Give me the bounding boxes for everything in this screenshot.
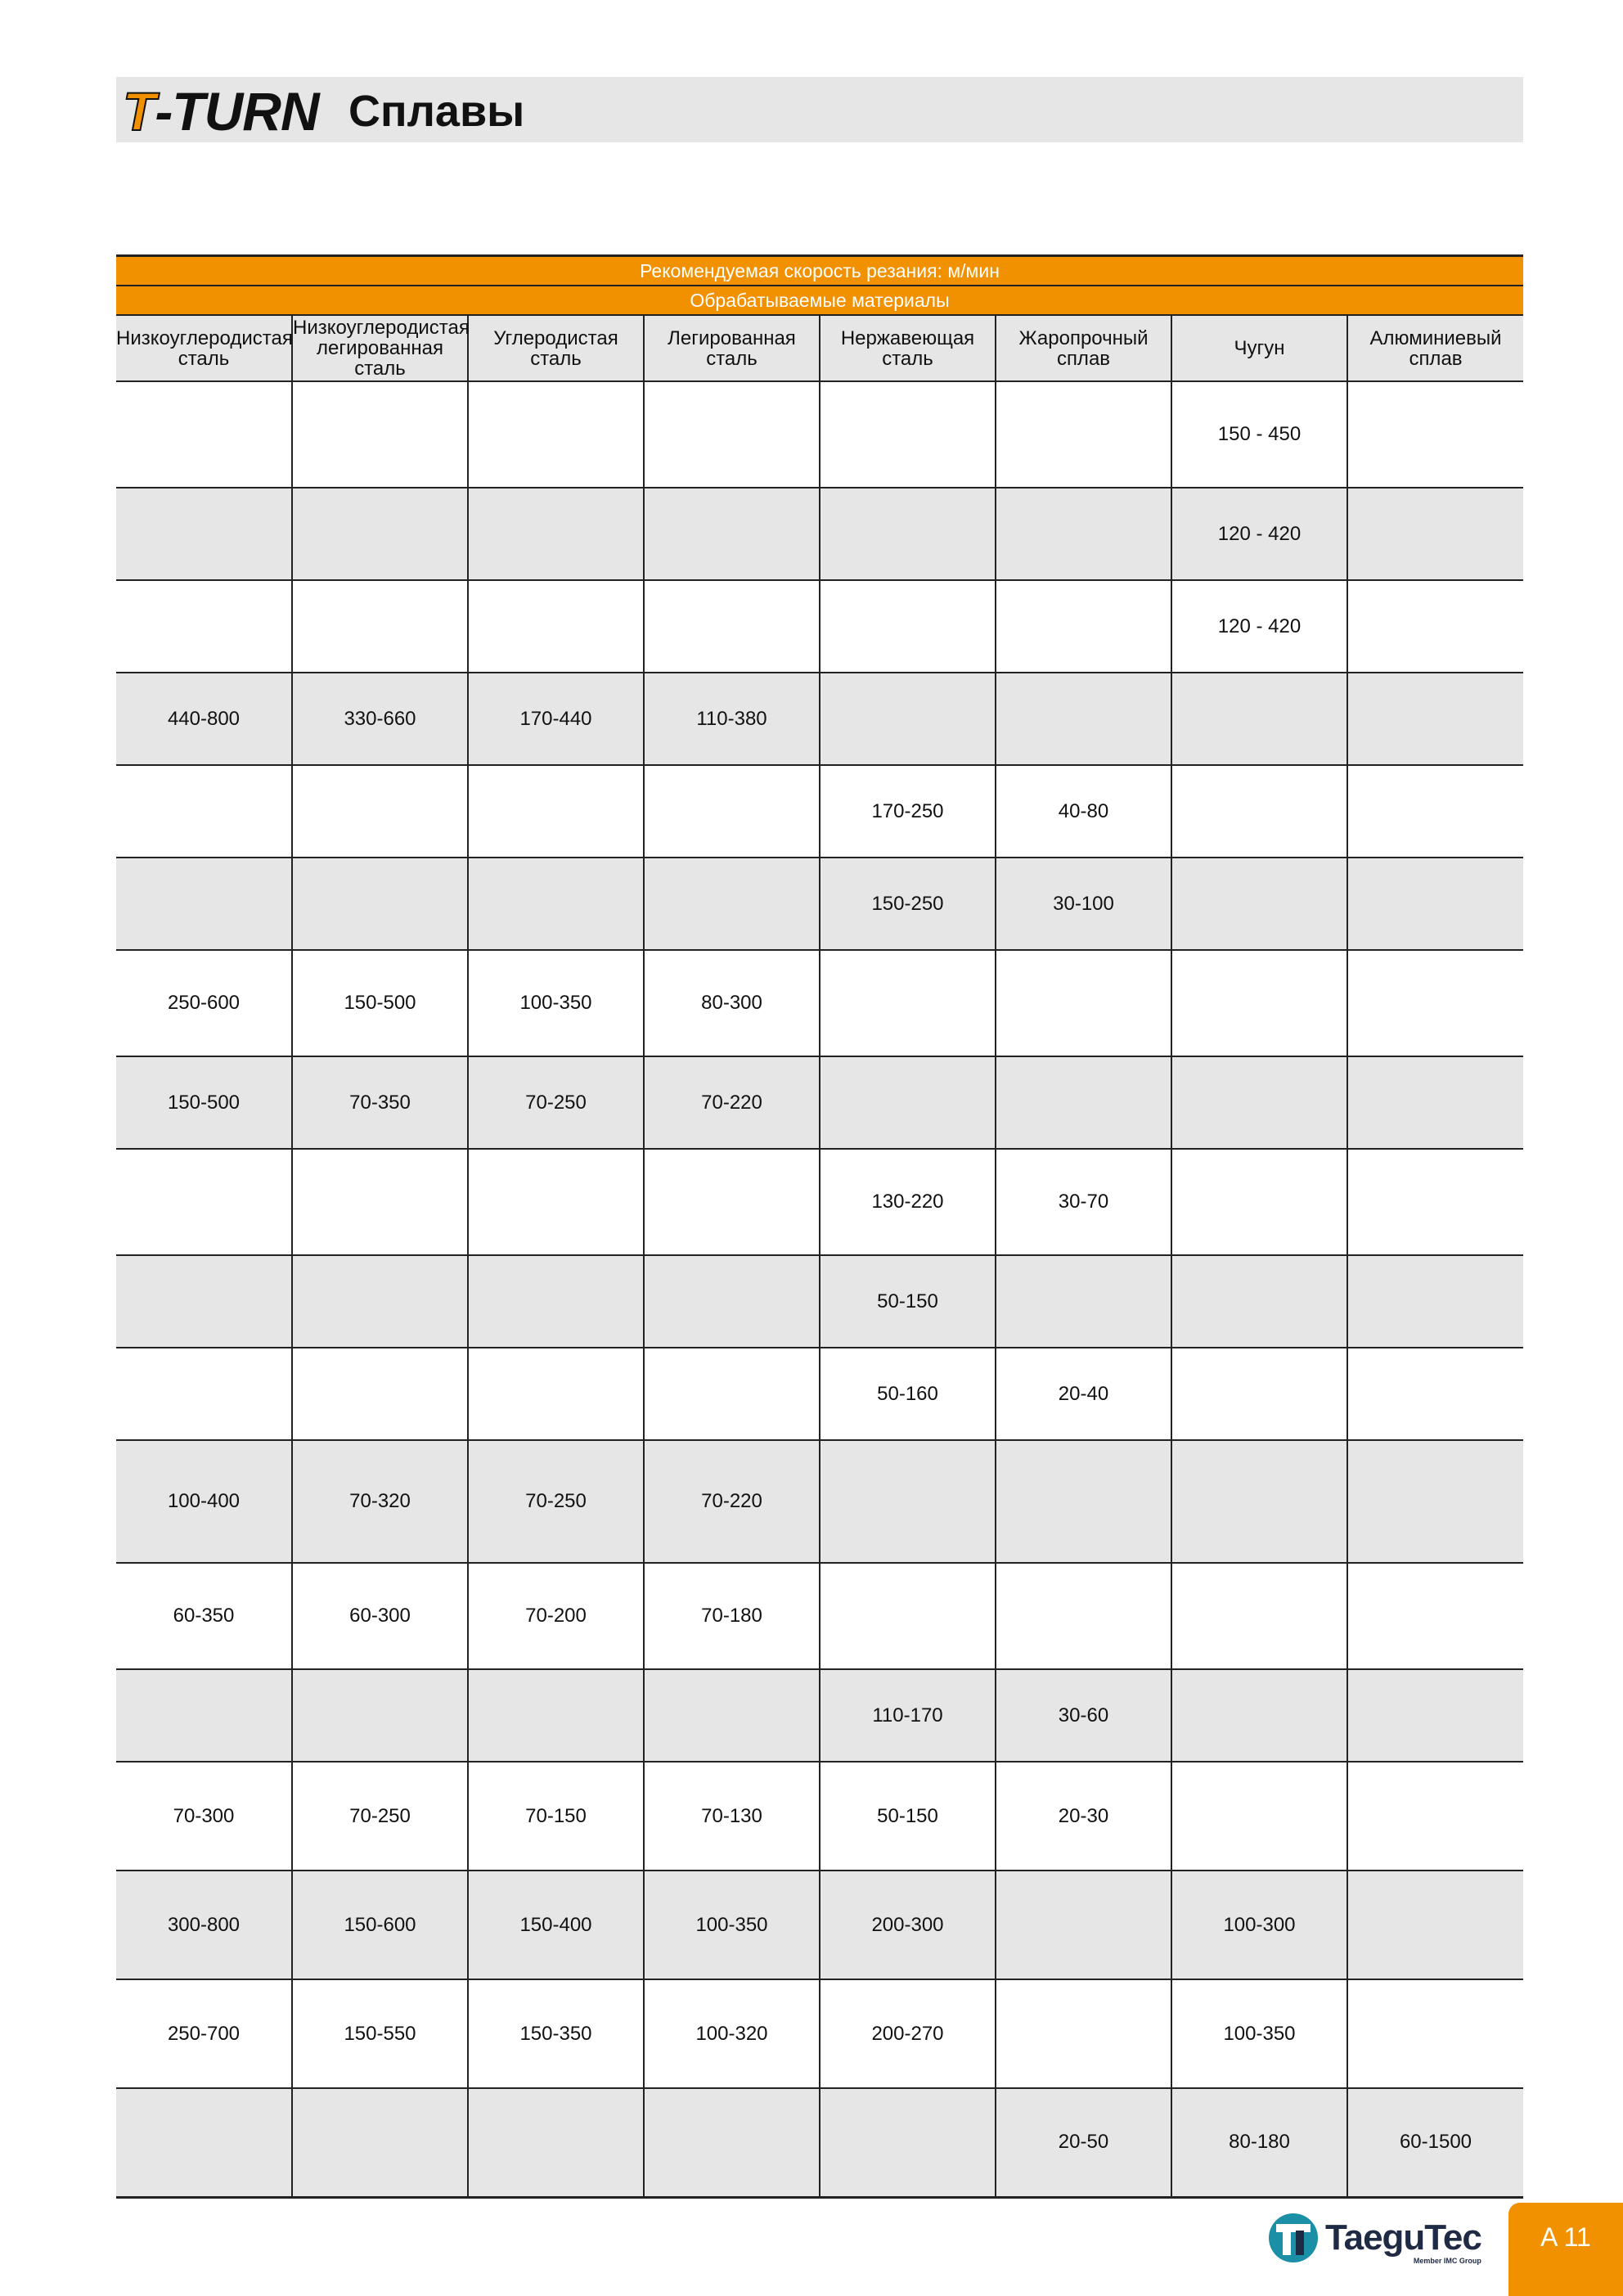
logo-rest: -TURN bbox=[155, 81, 319, 142]
table-cell bbox=[820, 1563, 996, 1669]
table-cell bbox=[644, 488, 820, 580]
column-header-line: Нержавеющая bbox=[840, 326, 975, 349]
table-cell: 200-270 bbox=[820, 1979, 996, 2088]
table-cell: 40-80 bbox=[996, 765, 1171, 858]
table-cell bbox=[1347, 488, 1523, 580]
caption-row-speed bbox=[116, 256, 1523, 286]
table-cell: 50-150 bbox=[820, 1255, 996, 1348]
table-cell bbox=[644, 1149, 820, 1255]
column-header-line: Углеродистая bbox=[493, 326, 618, 349]
table-cell: 60-1500 bbox=[1347, 2088, 1523, 2197]
table-cell: 250-700 bbox=[116, 1979, 292, 2088]
table-cell bbox=[820, 580, 996, 673]
table-cell bbox=[1171, 1669, 1347, 1762]
table-cell bbox=[1347, 580, 1523, 673]
table-cell bbox=[1347, 1563, 1523, 1669]
table-cell bbox=[996, 488, 1171, 580]
table-cell bbox=[1171, 950, 1347, 1056]
table-cell bbox=[1347, 1149, 1523, 1255]
column-header bbox=[1347, 315, 1523, 381]
table-cell bbox=[996, 673, 1171, 765]
table-cell: 70-180 bbox=[644, 1563, 820, 1669]
table-cell bbox=[996, 580, 1171, 673]
column-header-line: сплав bbox=[1409, 347, 1463, 370]
table-cell bbox=[292, 1149, 468, 1255]
table-cell bbox=[116, 580, 292, 673]
column-header-row bbox=[116, 315, 1523, 381]
logo-t: T bbox=[123, 81, 155, 142]
table-cell bbox=[1171, 1056, 1347, 1149]
table-cell: 150-350 bbox=[468, 1979, 644, 2088]
table-row bbox=[116, 765, 1523, 858]
table-cell bbox=[292, 488, 468, 580]
column-header bbox=[820, 315, 996, 381]
brand-name bbox=[1325, 2217, 1481, 2265]
table-cell: 60-350 bbox=[116, 1563, 292, 1669]
table-cell bbox=[1347, 381, 1523, 488]
table-cell: 110-170 bbox=[820, 1669, 996, 1762]
table-cell bbox=[1347, 765, 1523, 858]
table-cell bbox=[820, 950, 996, 1056]
table-cell: 170-250 bbox=[820, 765, 996, 858]
table-cell bbox=[116, 2088, 292, 2197]
table-row bbox=[116, 1669, 1523, 1762]
table-cell bbox=[1347, 1440, 1523, 1563]
table-cell: 100-350 bbox=[1171, 1979, 1347, 2088]
table-cell: 110-380 bbox=[644, 673, 820, 765]
table-row bbox=[116, 1440, 1523, 1563]
column-header-line: сплав bbox=[1056, 347, 1111, 370]
table-cell: 20-30 bbox=[996, 1762, 1171, 1871]
table-cell bbox=[1171, 858, 1347, 950]
table-cell: 70-350 bbox=[292, 1056, 468, 1149]
table-row bbox=[116, 2088, 1523, 2197]
taegutec-brand bbox=[1268, 2209, 1481, 2267]
table-cell bbox=[116, 1255, 292, 1348]
table-cell bbox=[468, 858, 644, 950]
table-cell bbox=[996, 1440, 1171, 1563]
table-cell: 70-150 bbox=[468, 1762, 644, 1871]
table-cell: 100-320 bbox=[644, 1979, 820, 2088]
table-row bbox=[116, 381, 1523, 488]
table-cell bbox=[820, 1440, 996, 1563]
table-cell bbox=[1347, 950, 1523, 1056]
table-cell: 150-400 bbox=[468, 1871, 644, 1979]
table-cell: 60-300 bbox=[292, 1563, 468, 1669]
table-cell: 440-800 bbox=[116, 673, 292, 765]
table-row bbox=[116, 1563, 1523, 1669]
column-header-line: Низкоуглеродистая bbox=[293, 317, 470, 339]
table-row bbox=[116, 950, 1523, 1056]
table-cell: 100-400 bbox=[116, 1440, 292, 1563]
table-cell bbox=[292, 1669, 468, 1762]
table-cell: 250-600 bbox=[116, 950, 292, 1056]
brand-name-text: TaeguTec bbox=[1325, 2217, 1481, 2258]
column-header-line: сталь bbox=[882, 347, 933, 370]
table-cell bbox=[1171, 1563, 1347, 1669]
table-cell bbox=[644, 858, 820, 950]
table-cell bbox=[468, 1255, 644, 1348]
table-cell bbox=[1171, 765, 1347, 858]
table-cell bbox=[468, 1149, 644, 1255]
table-cell: 150 - 450 bbox=[1171, 381, 1347, 488]
table-cell bbox=[1347, 1255, 1523, 1348]
table-cell: 170-440 bbox=[468, 673, 644, 765]
table-cell bbox=[820, 673, 996, 765]
table-cell bbox=[468, 1669, 644, 1762]
column-header-line: легированная сталь bbox=[317, 337, 443, 380]
table-cell bbox=[1171, 1149, 1347, 1255]
table-cell: 70-220 bbox=[644, 1056, 820, 1149]
table-row bbox=[116, 1871, 1523, 1979]
table-cell bbox=[820, 488, 996, 580]
table-cell bbox=[292, 1255, 468, 1348]
table-row bbox=[116, 858, 1523, 950]
table-cell: 120 - 420 bbox=[1171, 580, 1347, 673]
table-row bbox=[116, 488, 1523, 580]
table-cell bbox=[996, 1563, 1171, 1669]
table-cell: 100-350 bbox=[468, 950, 644, 1056]
table-row bbox=[116, 1979, 1523, 2088]
table-cell bbox=[644, 765, 820, 858]
table-cell: 200-300 bbox=[820, 1871, 996, 1979]
table-row bbox=[116, 1056, 1523, 1149]
table-cell bbox=[1171, 673, 1347, 765]
brand-sub: Member IMC Group bbox=[1413, 2257, 1481, 2265]
table-cell bbox=[644, 1669, 820, 1762]
table-row bbox=[116, 1255, 1523, 1348]
table-cell bbox=[468, 765, 644, 858]
taegutec-logo-icon bbox=[1268, 2213, 1319, 2263]
table-cell bbox=[996, 1056, 1171, 1149]
table-cell: 50-160 bbox=[820, 1348, 996, 1440]
table-cell bbox=[116, 1669, 292, 1762]
table-body bbox=[116, 381, 1523, 2197]
table-cell bbox=[644, 2088, 820, 2197]
table-cell bbox=[292, 381, 468, 488]
table-row bbox=[116, 1348, 1523, 1440]
table-cell bbox=[292, 580, 468, 673]
table-cell: 100-300 bbox=[1171, 1871, 1347, 1979]
table-cell: 50-150 bbox=[820, 1762, 996, 1871]
table-cell bbox=[468, 381, 644, 488]
table-cell: 150-600 bbox=[292, 1871, 468, 1979]
table-cell bbox=[116, 858, 292, 950]
table-cell bbox=[116, 1348, 292, 1440]
caption-speed: Рекомендуемая скорость резания: м/мин bbox=[116, 256, 1523, 286]
column-header bbox=[1171, 315, 1347, 381]
table-cell: 150-250 bbox=[820, 858, 996, 950]
column-header bbox=[468, 315, 644, 381]
t-turn-logo bbox=[123, 80, 319, 142]
table-cell bbox=[820, 2088, 996, 2197]
table-cell: 70-320 bbox=[292, 1440, 468, 1563]
header-bar bbox=[116, 77, 1523, 142]
column-header-line: Чугун bbox=[1234, 337, 1285, 359]
table-cell: 300-800 bbox=[116, 1871, 292, 1979]
table-cell bbox=[292, 1348, 468, 1440]
table-cell: 70-250 bbox=[468, 1440, 644, 1563]
table-cell: 70-300 bbox=[116, 1762, 292, 1871]
table-cell: 20-40 bbox=[996, 1348, 1171, 1440]
table-cell: 70-250 bbox=[292, 1762, 468, 1871]
table-cell: 70-250 bbox=[468, 1056, 644, 1149]
table-cell: 150-500 bbox=[116, 1056, 292, 1149]
column-header bbox=[116, 315, 292, 381]
table-cell: 150-550 bbox=[292, 1979, 468, 2088]
table-cell bbox=[468, 488, 644, 580]
page-number-tab bbox=[1508, 2203, 1623, 2296]
caption-materials: Обрабатываемые материалы bbox=[116, 286, 1523, 315]
column-header bbox=[292, 315, 468, 381]
table-cell bbox=[820, 1056, 996, 1149]
column-header bbox=[644, 315, 820, 381]
table-cell: 330-660 bbox=[292, 673, 468, 765]
caption-row-materials bbox=[116, 286, 1523, 315]
table-cell bbox=[292, 858, 468, 950]
table-cell bbox=[1347, 858, 1523, 950]
table-cell: 80-300 bbox=[644, 950, 820, 1056]
table-row bbox=[116, 1762, 1523, 1871]
table-cell bbox=[644, 580, 820, 673]
table-cell: 80-180 bbox=[1171, 2088, 1347, 2197]
table-cell: 70-130 bbox=[644, 1762, 820, 1871]
table-cell: 100-350 bbox=[644, 1871, 820, 1979]
table-row bbox=[116, 673, 1523, 765]
page-number: A 11 bbox=[1540, 2222, 1591, 2252]
table-cell bbox=[468, 1348, 644, 1440]
column-header bbox=[996, 315, 1171, 381]
table-cell bbox=[468, 580, 644, 673]
table-cell bbox=[1347, 1669, 1523, 1762]
table-cell bbox=[1347, 1056, 1523, 1149]
column-header-line: Легированная bbox=[668, 326, 796, 349]
table-cell: 30-60 bbox=[996, 1669, 1171, 1762]
table-cell bbox=[1171, 1348, 1347, 1440]
table-cell: 30-70 bbox=[996, 1149, 1171, 1255]
table-cell bbox=[468, 2088, 644, 2197]
table-cell bbox=[1171, 1762, 1347, 1871]
table-cell bbox=[1171, 1440, 1347, 1563]
table-cell bbox=[1347, 1979, 1523, 2088]
table-cell bbox=[1347, 673, 1523, 765]
table-cell bbox=[996, 1871, 1171, 1979]
cutting-speed-table-wrap bbox=[116, 254, 1523, 2199]
table-row bbox=[116, 580, 1523, 673]
table-cell: 30-100 bbox=[996, 858, 1171, 950]
table-cell: 20-50 bbox=[996, 2088, 1171, 2197]
page-title: Сплавы bbox=[348, 87, 525, 136]
table-row bbox=[116, 1149, 1523, 1255]
table-cell bbox=[996, 1979, 1171, 2088]
table-cell: 130-220 bbox=[820, 1149, 996, 1255]
column-header-line: Низкоуглеродистая bbox=[116, 326, 293, 349]
table-cell bbox=[116, 488, 292, 580]
table-cell bbox=[292, 2088, 468, 2197]
table-cell: 70-220 bbox=[644, 1440, 820, 1563]
cutting-speed-table bbox=[116, 254, 1523, 2199]
column-header-line: Алюминиевый bbox=[1369, 326, 1502, 349]
column-header-line: сталь bbox=[706, 347, 758, 370]
table-cell bbox=[116, 381, 292, 488]
table-cell: 70-200 bbox=[468, 1563, 644, 1669]
table-cell bbox=[1171, 1255, 1347, 1348]
table-cell bbox=[1347, 1871, 1523, 1979]
column-header-line: сталь bbox=[178, 347, 230, 370]
table-cell bbox=[996, 950, 1171, 1056]
table-cell: 150-500 bbox=[292, 950, 468, 1056]
table-cell bbox=[116, 765, 292, 858]
table-cell bbox=[1347, 1348, 1523, 1440]
table-cell bbox=[820, 381, 996, 488]
column-header-line: Жаропрочный bbox=[1018, 326, 1149, 349]
table-cell bbox=[644, 381, 820, 488]
table-cell bbox=[1347, 1762, 1523, 1871]
table-cell bbox=[292, 765, 468, 858]
column-header-line: сталь bbox=[530, 347, 582, 370]
table-cell bbox=[644, 1348, 820, 1440]
table-cell bbox=[644, 1255, 820, 1348]
table-cell bbox=[116, 1149, 292, 1255]
table-cell: 120 - 420 bbox=[1171, 488, 1347, 580]
table-cell bbox=[996, 381, 1171, 488]
table-cell bbox=[996, 1255, 1171, 1348]
